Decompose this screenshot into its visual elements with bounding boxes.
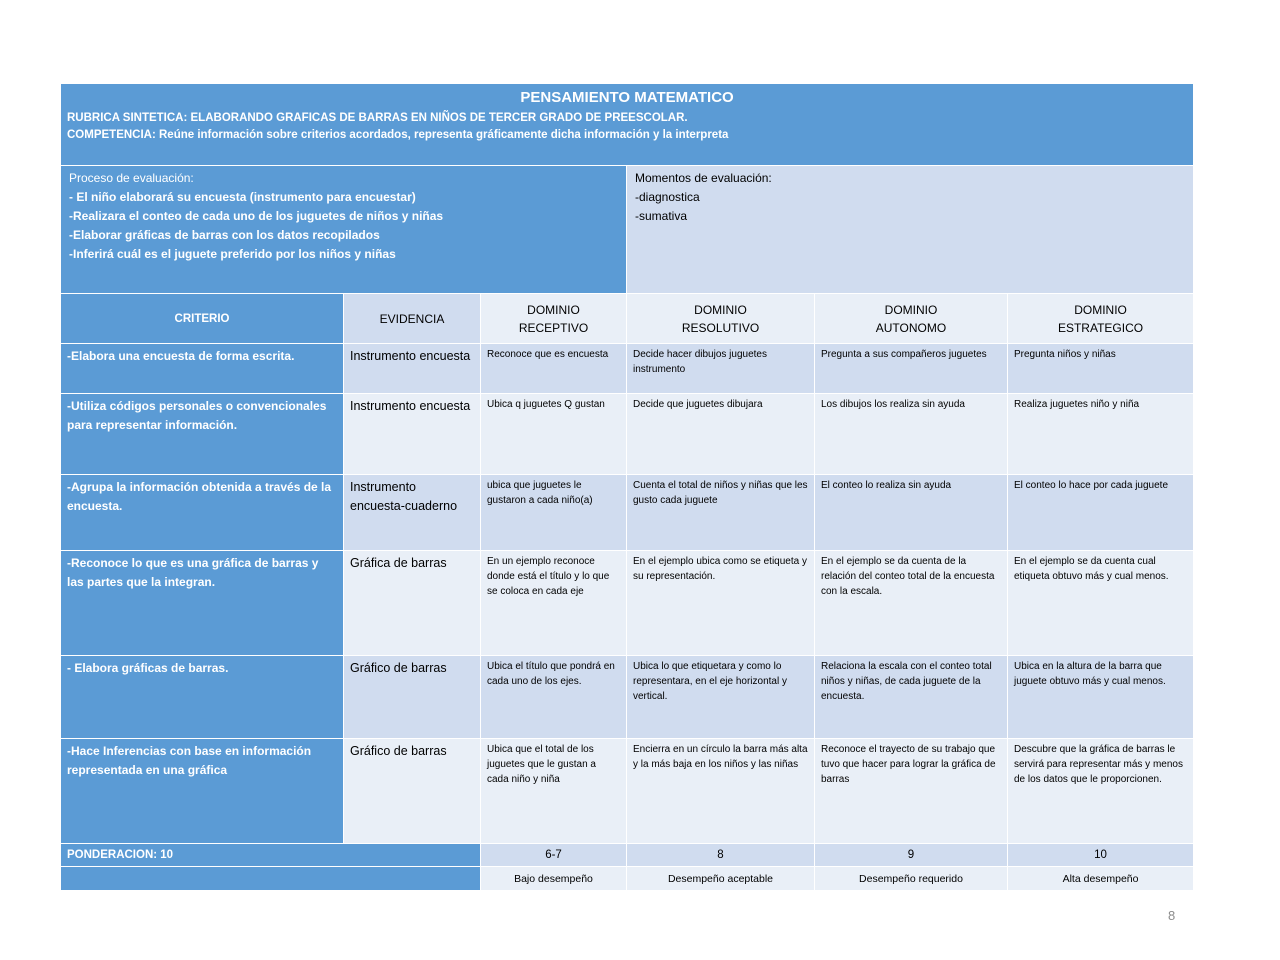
autonomo-cell: Pregunta a sus compañeros juguetes: [815, 344, 1008, 394]
column-header-line: DOMINIO: [527, 302, 580, 317]
resolutivo-cell: Cuenta el total de niños y niñas que les gusto cada juguete: [627, 475, 815, 551]
resolutivo-cell: Decide que juguetes dibujara: [627, 394, 815, 475]
levels-spacer: [61, 867, 481, 891]
ponderacion-label: PONDERACION: 10: [61, 844, 481, 867]
autonomo-cell: El conteo lo realiza sin ayuda: [815, 475, 1008, 551]
criterio-cell: -Elabora una encuesta de forma escrita.: [61, 344, 344, 394]
estrategico-cell: El conteo lo hace por cada juguete: [1008, 475, 1194, 551]
evidencia-cell: Instrumento encuesta-cuaderno: [344, 475, 481, 551]
proceso-item: - El niño elaborará su encuesta (instrumento para encuestar): [69, 190, 416, 204]
level-cell: Alta desempeño: [1008, 867, 1194, 891]
evidencia-cell: Gráfico de barras: [344, 656, 481, 739]
column-header-receptivo: [481, 294, 627, 344]
evidencia-cell: Instrumento encuesta: [344, 394, 481, 475]
autonomo-cell: En el ejemplo se da cuenta de la relación del conteo total de la encuesta con la escala.: [815, 551, 1008, 656]
resolutivo-cell: Ubica lo que etiquetara y como lo representara, en el eje horizontal y vertical.: [627, 656, 815, 739]
table-row: [61, 656, 1194, 739]
proceso-item: -Realizara el conteo de cada uno de los juguetes de niños y niñas: [69, 209, 444, 223]
column-header-line: DOMINIO: [694, 302, 747, 317]
proceso-item: -Inferirá cuál es el juguete preferido por los niños y niñas: [69, 247, 396, 261]
column-header-estrategico: [1008, 294, 1194, 344]
column-header-resolutivo: [627, 294, 815, 344]
score-cell: 6-7: [481, 844, 627, 867]
estrategico-cell: Pregunta niños y niñas: [1008, 344, 1194, 394]
column-header-line: AUTONOMO: [875, 320, 947, 335]
momentos-item: -diagnostica: [635, 190, 700, 204]
momentos-cell: [627, 166, 1194, 294]
column-header-line: DOMINIO: [884, 302, 938, 317]
receptivo-cell: Ubica que el total de los juguetes que le gustan a cada niño y niña: [481, 739, 627, 844]
score-cell: 8: [627, 844, 815, 867]
receptivo-cell: ubica que juguetes le gustaron a cada niño(a): [481, 475, 627, 551]
momentos-item: -sumativa: [635, 209, 688, 223]
momentos-title: Momentos de evaluación:: [635, 171, 772, 185]
column-header-evidencia: EVIDENCIA: [344, 294, 481, 344]
column-header-line: DOMINIO: [1074, 302, 1127, 317]
level-cell: Desempeño aceptable: [627, 867, 815, 891]
autonomo-cell: Los dibujos los realiza sin ayuda: [815, 394, 1008, 475]
page-number: 8: [1168, 908, 1176, 923]
column-header-line: RECEPTIVO: [518, 320, 589, 335]
column-header-autonomo: [815, 294, 1008, 344]
criterio-cell: - Elabora gráficas de barras.: [61, 656, 344, 739]
criterio-cell: -Utiliza códigos personales o convencionales para representar información.: [61, 394, 344, 475]
proceso-item: -Elaborar gráficas de barras con los datos recopilados: [69, 228, 380, 242]
table-row: [61, 739, 1194, 844]
score-cell: 10: [1008, 844, 1194, 867]
receptivo-cell: Ubica el título que pondrá en cada uno de los ejes.: [481, 656, 627, 739]
autonomo-cell: Reconoce el trayecto de su trabajo que tuvo que hacer para lograr la gráfica de barras: [815, 739, 1008, 844]
column-header-criterio: CRITERIO: [61, 294, 344, 344]
criterio-cell: -Hace Inferencias con base en información representada en una gráfica: [61, 739, 344, 844]
column-header-line: ESTRATEGICO: [1057, 320, 1144, 335]
estrategico-cell: Descubre que la gráfica de barras le servirá para representar más y menos de los datos que le proporcionen.: [1008, 739, 1194, 844]
table-row: [61, 394, 1194, 475]
criterio-cell: -Agrupa la información obtenida a través de la encuesta.: [61, 475, 344, 551]
level-cell: Desempeño requerido: [815, 867, 1008, 891]
rubrica-line: RUBRICA SINTETICA: ELABORANDO GRAFICAS DE BARRAS EN NIÑOS DE TERCER GRADO DE PREESCOLAR.: [67, 112, 688, 124]
evidencia-cell: Gráfico de barras: [344, 739, 481, 844]
resolutivo-cell: Encierra en un círculo la barra más alta y la más baja en los niños y las niñas: [627, 739, 815, 844]
estrategico-cell: Realiza juguetes niño y niña: [1008, 394, 1194, 475]
proceso-title: Proceso de evaluación:: [69, 171, 194, 185]
score-cell: 9: [815, 844, 1008, 867]
receptivo-cell: Reconoce que es encuesta: [481, 344, 627, 394]
estrategico-cell: En el ejemplo se da cuenta cual etiqueta obtuvo más y cual menos.: [1008, 551, 1194, 656]
competencia-line: COMPETENCIA: Reúne información sobre criterios acordados, representa gráficamente dicha información y la interpreta: [67, 129, 729, 141]
evidencia-cell: Instrumento encuesta: [344, 344, 481, 394]
estrategico-cell: Ubica en la altura de la barra que juguete obtuvo más y cual menos.: [1008, 656, 1194, 739]
table-row: [61, 551, 1194, 656]
evidencia-cell: Gráfica de barras: [344, 551, 481, 656]
proceso-cell: [61, 166, 627, 294]
table-row: [61, 475, 1194, 551]
column-header-line: RESOLUTIVO: [681, 320, 760, 335]
receptivo-cell: Ubica q juguetes Q gustan: [481, 394, 627, 475]
levels-row: [61, 867, 1194, 891]
receptivo-cell: En un ejemplo reconoce donde está el título y lo que se coloca en cada eje: [481, 551, 627, 656]
level-cell: Bajo desempeño: [481, 867, 627, 891]
ponderacion-row: [61, 844, 1194, 867]
criterio-cell: -Reconoce lo que es una gráfica de barras y las partes que la integran.: [61, 551, 344, 656]
autonomo-cell: Relaciona la escala con el conteo total niños y niñas, de cada juguete de la encuesta.: [815, 656, 1008, 739]
resolutivo-cell: Decide hacer dibujos juguetes instrumento: [627, 344, 815, 394]
resolutivo-cell: En el ejemplo ubica como se etiqueta y su representación.: [627, 551, 815, 656]
rubric-table: [60, 83, 1194, 891]
rubric-header: [61, 84, 1194, 166]
table-row: [61, 344, 1194, 394]
rubric-title: PENSAMIENTO MATEMATICO: [520, 89, 734, 106]
